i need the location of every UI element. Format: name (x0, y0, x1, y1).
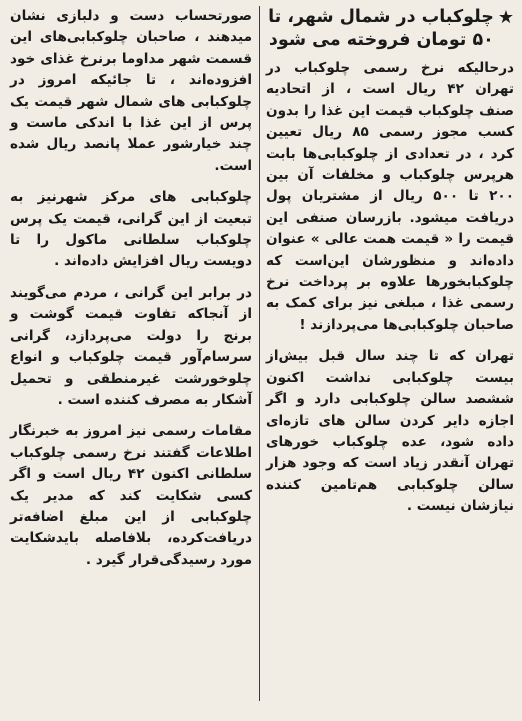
column-divider (259, 6, 260, 701)
right-column (262, 0, 522, 721)
article-headline (266, 6, 514, 52)
star-icon: ★ (497, 7, 514, 28)
paragraph-text: تهران که تا چند سال قبل بیش‌از بیست چلوکبابی نداشت اکنون ششصد سالن چلوکبابی دارد و اگر اجازه دایر کردن سالن های تازه‌ای داده شود، عده چلوکباب خورهای تهران آنقدر زیاد است که وجود هزار سالن چلوکبابی هم‌تامین کننده نیازشان نیست . (266, 348, 514, 515)
paragraph (10, 187, 252, 273)
paragraph-text: در برابر این گرانی ، مردم می‌گویند از آنجاکه تفاوت قیمت گوشت و برنج را دولت می‌پردازد، گرانی سرسام‌آور قیمت چلوکباب و انواع چلوخورشت غیرمنطقی و تحمیل آشکار به مصرف کننده است . (10, 284, 252, 408)
paragraph (266, 346, 514, 517)
paragraph-text: درحالیکه نرخ رسمی چلوکباب در تهران ۴۲ ریال است ، از اتحادیه صنف چلوکباب قیمت این غذا را بدون کسب مجوز رسمی ۸۵ ریال تعیین کرد ، در تعدادی از چلوکبابی‌ها بابت هرپرس چلوکباب و مخلفات آن بین ۲۰۰ تا ۵۰۰ ریال از مشتریان پول دریافت میشود. بازرسان صنفی این قیمت را « قیمت همت عالی » عنوان داده‌اند و منظورشان این‌است که چلوکبابخورها علاوه بر پرداخت نرخ رسمی غذا ، مبلغی نیز برای کمک به صاحبان چلوکبابی‌ها می‌پردازند ! (266, 60, 514, 333)
headline-text: چلوکباب در شمال شهر، تا ۵۰ تومان فروخته می شود (268, 7, 494, 50)
left-column (0, 0, 258, 721)
paragraph-text: صورتحساب دست و دلبازی نشان میدهند ، صاحبان چلوکبابی‌های این قسمت شهر مداوما برنرخ غذای خود افزوده‌اند ، تا جائیکه امروز در چلوکبابی های شمال شهر قیمت یک پرس از این غذا با اندکی ماست و چند خیارشور عملا پانصد ریال شده است. (10, 8, 252, 174)
paragraph-text: چلوکبابی های مرکز شهرنیز به تبعیت از این گرانی، قیمت یک پرس چلوکباب سلطانی ماکول را تا دویست ریال افزایش داده‌اند . (10, 189, 252, 270)
paragraph (266, 58, 514, 336)
paragraph (10, 421, 252, 571)
paragraph (10, 6, 252, 177)
paragraph-text: مقامات رسمی نیز امروز به خبرنگار اطلاعات گفتند نرخ رسمی چلوکباب سلطانی اکنون ۴۲ ریال است و اگر کسی شکایت کند که مدیر یک چلوکبابی از این مبلغ اضافه‌تر دریافت‌کرده، بلافاصله بایدشکایت مورد رسیدگی‌قرار گیرد . (10, 423, 252, 568)
paragraph (10, 283, 252, 411)
